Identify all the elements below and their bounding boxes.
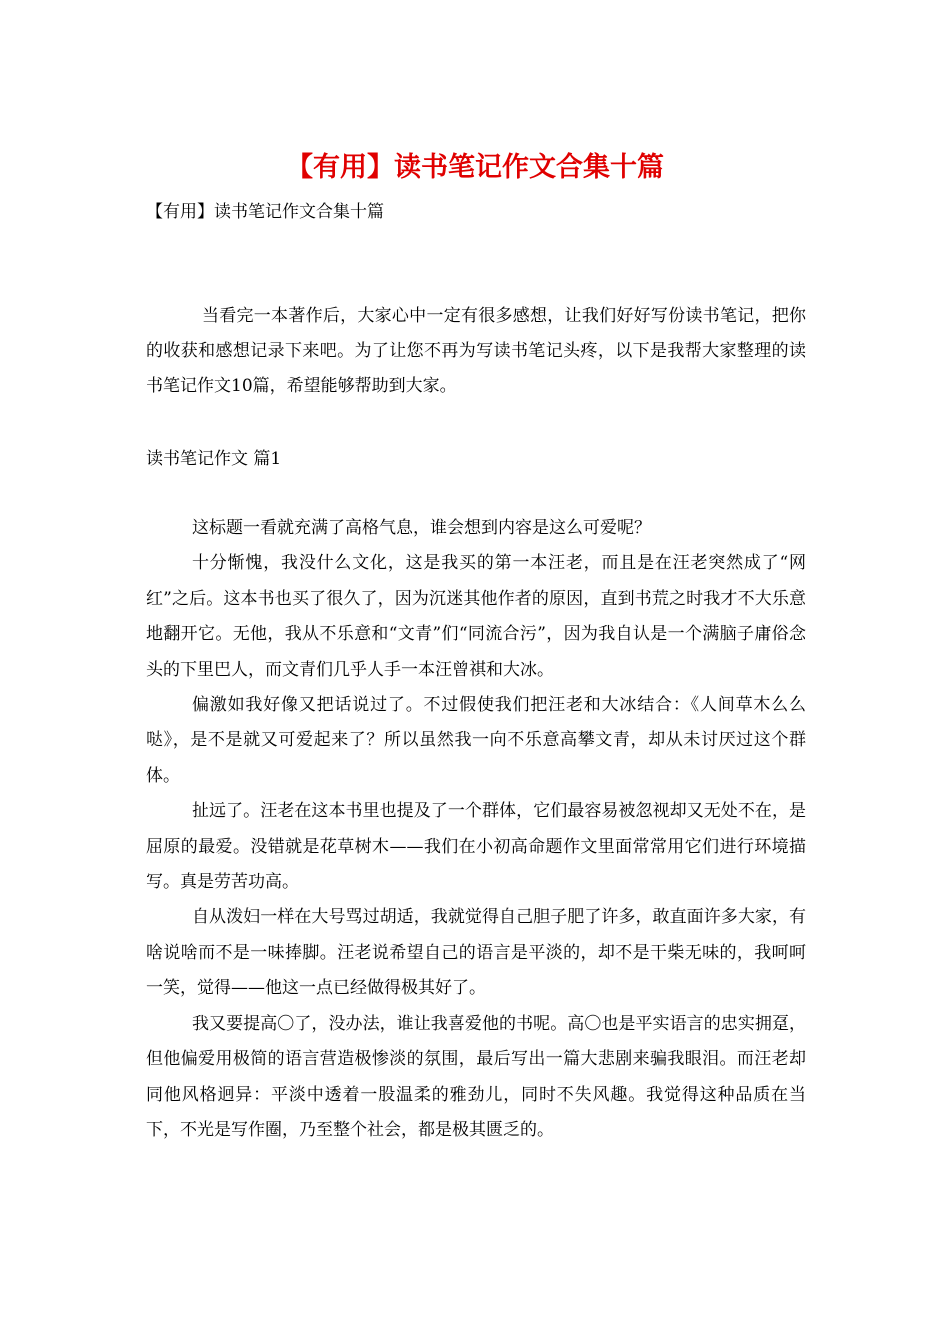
body-paragraph: 十分惭愧，我没什么文化，这是我买的第一本汪老，而且是在汪老突然成了“网红”之后。这本书也买了很久了，因为沉迷其他作者的原因，直到书荒之时我才不大乐意地翻开它。无他，我从不乐意和“文青”们“同流合污”，因为我自认是一个满脑子庸俗念头的下里巴人，而文青们几乎人手一本汪曾祺和大冰。: [146, 553, 806, 680]
body-paragraph: 偏激如我好像又把话说过了。不过假使我们把汪老和大冰结合：《人间草木么么哒》，是不是就又可爱起来了？所以虽然我一向不乐意高攀文青，却从未讨厌过这个群体。: [146, 695, 806, 786]
intro-paragraph: 当看完一本著作后，大家心中一定有很多感想，让我们好好写份读书笔记，把你的收获和感想记录下来吧。为了让您不再为写读书笔记头疼，以下是我帮大家整理的读书笔记作文10篇，希望能够帮助到大家。: [146, 306, 806, 396]
body-paragraph: 这标题一看就充满了高格气息，谁会想到内容是这么可爱呢？: [192, 518, 651, 538]
body-paragraph: 自从泼妇一样在大号骂过胡适，我就觉得自己胆子肥了许多，敢直面许多大家，有啥说啥而不是一味捧脚。汪老说希望自己的语言是平淡的，却不是干柴无味的，我呵呵一笑，觉得——他这一点已经做得极其好了。: [146, 907, 806, 999]
essay-body: [146, 511, 806, 1148]
document-subtitle: 【有用】读书笔记作文合集十篇: [146, 202, 384, 222]
document-title: 【有用】读书笔记作文合集十篇: [286, 152, 664, 183]
body-paragraph: 扯远了。汪老在这本书里也提及了一个群体，它们最容易被忽视却又无处不在，是屈原的最爱。没错就是花草树木——我们在小初高命题作文里面常常用它们进行环境描写。真是劳苦功高。: [146, 801, 806, 893]
section-heading: 读书笔记作文 篇1: [146, 449, 282, 469]
body-paragraph: 我又要提高〇了，没办法，谁让我喜爱他的书呢。高〇也是平实语言的忠实拥趸，但他偏爱用极简的语言营造极惨淡的氛围，最后写出一篇大悲剧来骗我眼泪。而汪老却同他风格迥异：平淡中透着一股温柔的雅劲儿，同时不失风趣。我觉得这种品质在当下，不光是写作圈，乃至整个社会，都是极其匮乏的。: [146, 1013, 806, 1140]
